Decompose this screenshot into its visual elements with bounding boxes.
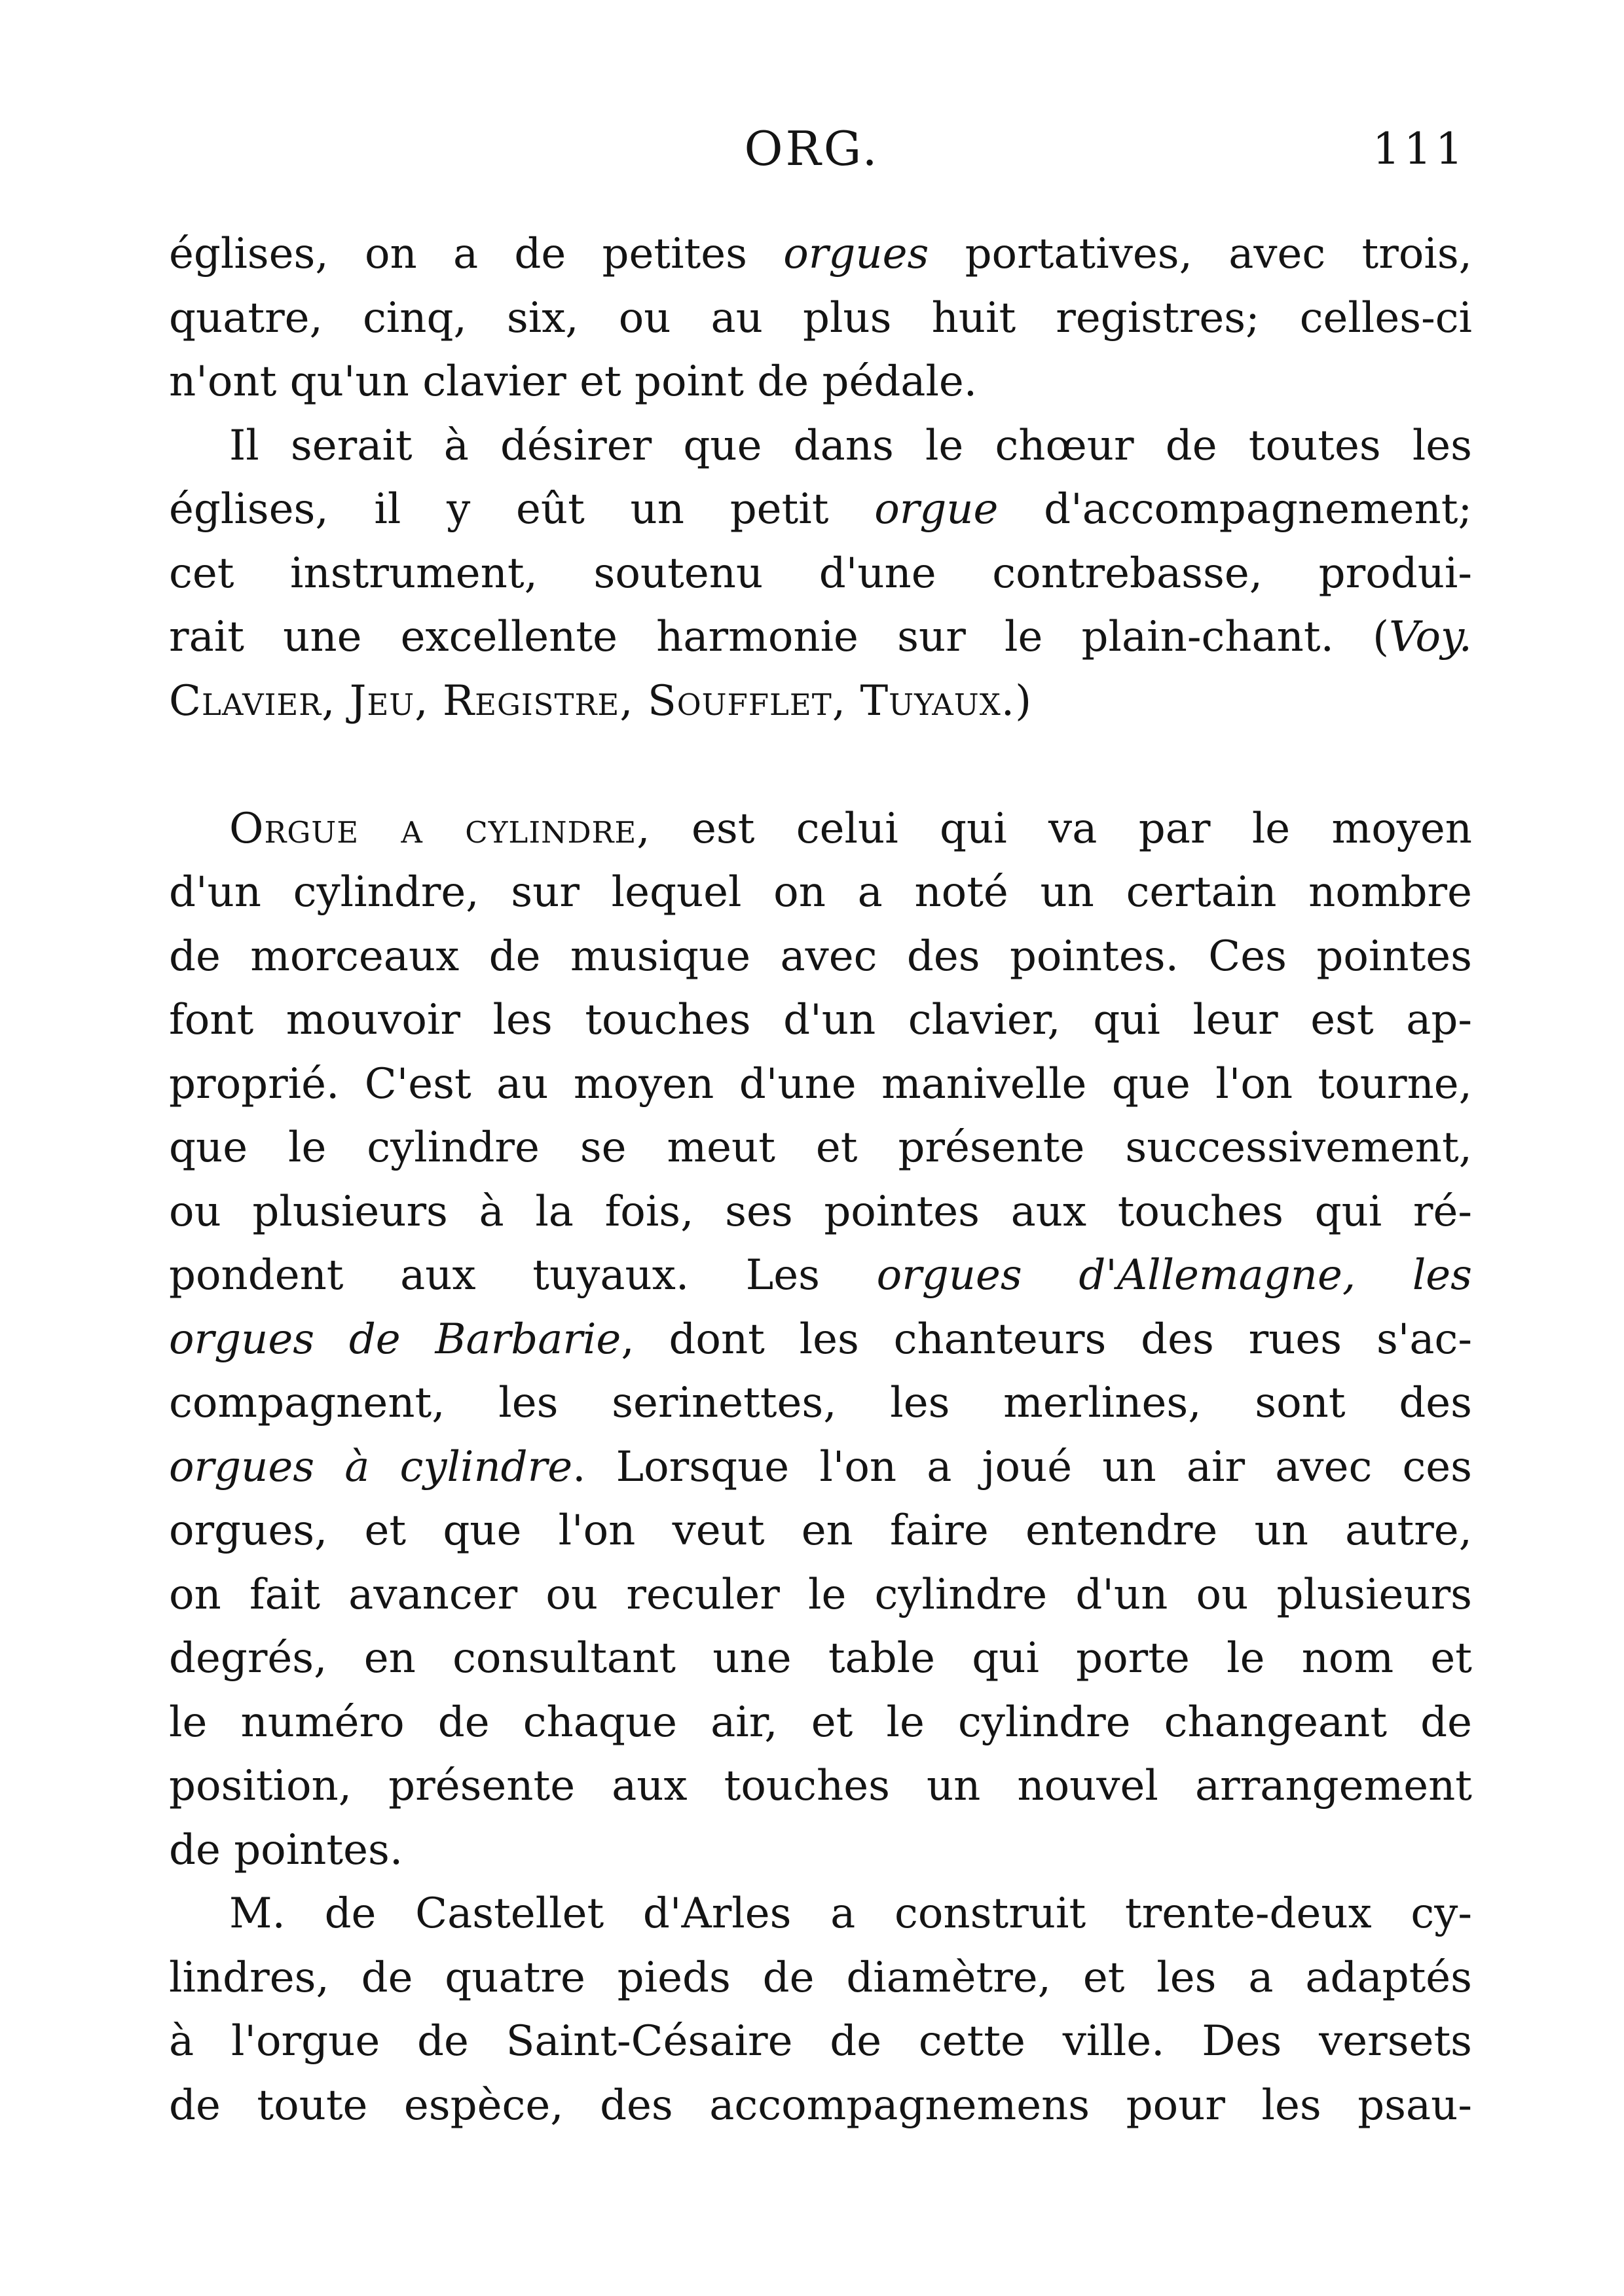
text-line: n'ont qu'un clavier et point de pédale. bbox=[169, 357, 978, 406]
body-text bbox=[169, 223, 1472, 2138]
text-line: églises, on a de petites orgues portatives, avec trois, bbox=[169, 230, 1473, 278]
text-line: degrés, en consultant une table qui porte le nom et bbox=[169, 1634, 1472, 1683]
text-line: quatre, cinq, six, ou au plus huit registres; celles-ci bbox=[169, 293, 1472, 342]
text-line: on fait avancer ou reculer le cylindre d'un ou plusieurs bbox=[169, 1570, 1472, 1619]
text-line: Clavier, Jeu, Registre, Soufflet, Tuyaux.) bbox=[169, 676, 1033, 725]
text-line: orgues, et que l'on veut en faire entendre un autre, bbox=[169, 1506, 1472, 1555]
text-line: de pointes. bbox=[169, 1825, 403, 1874]
paragraph bbox=[169, 797, 1472, 1883]
text-line: d'un cylindre, sur lequel on a noté un certain nombre bbox=[169, 868, 1472, 917]
paragraph bbox=[169, 1882, 1472, 2138]
text-line: le numéro de chaque air, et le cylindre changeant de bbox=[169, 1698, 1472, 1747]
text-line: lindres, de quatre pieds de diamètre, et les a adaptés bbox=[169, 1953, 1472, 2002]
text-line: églises, il y eût un petit orgue d'accompagnement; bbox=[169, 485, 1473, 534]
text-line: Il serait à désirer que dans le chœur de toutes les bbox=[229, 421, 1472, 470]
text-line: orgues à cylindre. Lorsque l'on a joué un air avec ces bbox=[169, 1442, 1473, 1491]
paragraph bbox=[169, 414, 1472, 734]
text-line: que le cylindre se meut et présente successivement, bbox=[169, 1123, 1472, 1172]
text-line: cet instrument, soutenu d'une contrebasse, produi- bbox=[169, 549, 1472, 598]
text-line: rait une excellente harmonie sur le plain-chant. (Voy. bbox=[169, 613, 1472, 661]
text-line: font mouvoir les touches d'un clavier, qui leur est ap- bbox=[169, 996, 1472, 1044]
text-line: de toute espèce, des accompagnemens pour les psau- bbox=[169, 2081, 1472, 2130]
text-line: proprié. C'est au moyen d'une manivelle que l'on tourne, bbox=[169, 1059, 1472, 1108]
text-line: compagnent, les serinettes, les merlines, sont des bbox=[169, 1379, 1472, 1427]
entry-headword: Orgue a cylindre bbox=[229, 804, 637, 853]
text-line: à l'orgue de Saint-Césaire de cette ville. Des versets bbox=[169, 2017, 1472, 2066]
paragraph bbox=[169, 223, 1472, 414]
running-head: ORG. bbox=[744, 121, 880, 176]
text-line: pondent aux tuyaux. Les orgues d'Allemagne, les bbox=[169, 1251, 1472, 1300]
section-gap bbox=[169, 733, 1472, 797]
text-line: Orgue a cylindre, est celui qui va par le moyen bbox=[229, 804, 1472, 853]
text-line: ou plusieurs à la fois, ses pointes aux touches qui ré- bbox=[169, 1187, 1472, 1236]
text-line: de morceaux de musique avec des pointes. Ces pointes bbox=[169, 932, 1472, 981]
text-line: M. de Castellet d'Arles a construit trente-deux cy- bbox=[229, 1889, 1472, 1938]
page-header bbox=[0, 121, 1624, 193]
text-line: orgues de Barbarie, dont les chanteurs des rues s'ac- bbox=[169, 1315, 1473, 1364]
text-line: position, présente aux touches un nouvel arrangement bbox=[169, 1762, 1472, 1810]
page-number: 111 bbox=[1373, 124, 1467, 174]
